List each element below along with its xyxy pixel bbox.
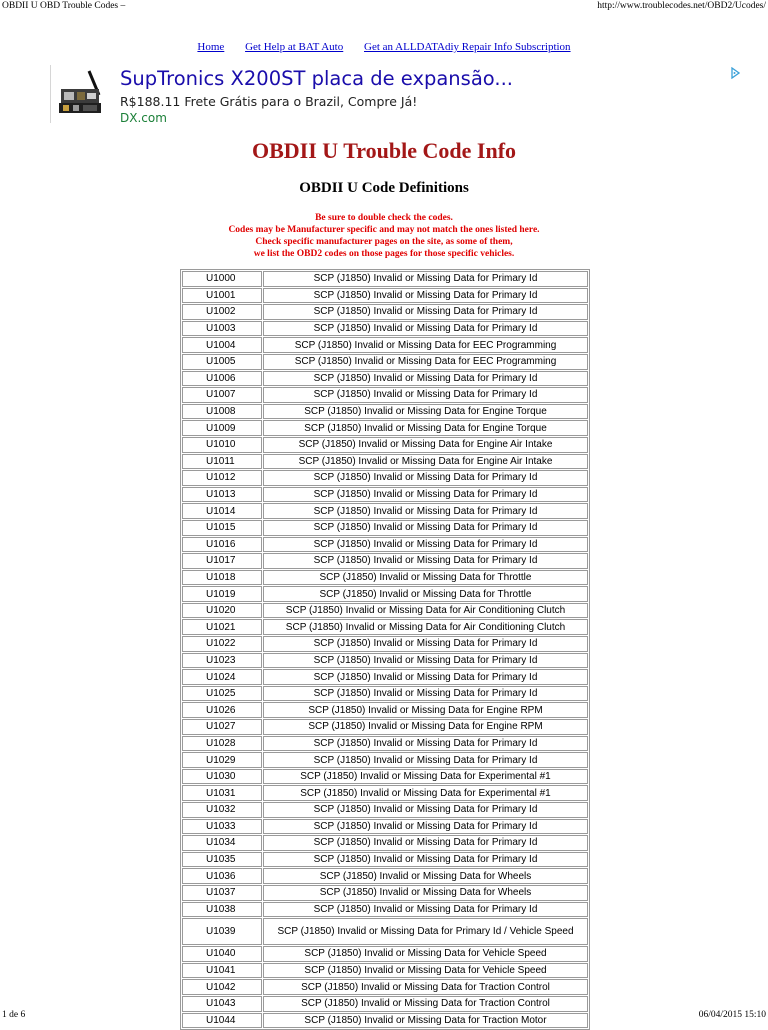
table-row [182, 586, 588, 602]
code-cell: U1007 [182, 387, 262, 403]
table-row [182, 520, 588, 536]
code-cell: U1002 [182, 304, 262, 320]
code-cell: U1001 [182, 288, 262, 304]
table-row [182, 537, 588, 553]
code-cell: U1029 [182, 752, 262, 768]
top-nav [0, 41, 768, 53]
table-row [182, 503, 588, 519]
table-row [182, 946, 588, 962]
code-cell: U1030 [182, 769, 262, 785]
definition-cell: SCP (J1850) Invalid or Missing Data for Primary Id [263, 835, 588, 851]
definition-cell: SCP (J1850) Invalid or Missing Data for Wheels [263, 885, 588, 901]
table-row [182, 321, 588, 337]
code-cell: U1009 [182, 420, 262, 436]
table-row [182, 487, 588, 503]
table-row [182, 979, 588, 995]
definition-cell: SCP (J1850) Invalid or Missing Data for Traction Control [263, 996, 588, 1012]
code-cell: U1025 [182, 686, 262, 702]
code-cell: U1035 [182, 852, 262, 868]
code-cell: U1003 [182, 321, 262, 337]
definition-cell: SCP (J1850) Invalid or Missing Data for Engine Torque [263, 404, 588, 420]
code-cell: U1016 [182, 537, 262, 553]
definition-cell: SCP (J1850) Invalid or Missing Data for Primary Id [263, 271, 588, 287]
table-row [182, 669, 588, 685]
code-cell: U1000 [182, 271, 262, 287]
definition-cell: SCP (J1850) Invalid or Missing Data for Traction Control [263, 979, 588, 995]
section-title: OBDII U Code Definitions [299, 180, 469, 196]
definition-cell: SCP (J1850) Invalid or Missing Data for Experimental #1 [263, 769, 588, 785]
code-cell: U1024 [182, 669, 262, 685]
table-row [182, 603, 588, 619]
table-row [182, 470, 588, 486]
definition-cell: SCP (J1850) Invalid or Missing Data for Engine Air Intake [263, 454, 588, 470]
table-row [182, 271, 588, 287]
ad-description: R$188.11 Frete Grátis para o Brazil, Compre Já! [120, 94, 418, 109]
page-title: OBDII U Trouble Code Info [251, 138, 517, 163]
code-cell: U1026 [182, 702, 262, 718]
definition-cell: SCP (J1850) Invalid or Missing Data for EEC Programming [263, 337, 588, 353]
table-row [182, 802, 588, 818]
code-cell: U1013 [182, 487, 262, 503]
code-cell: U1018 [182, 570, 262, 586]
table-row [182, 885, 588, 901]
table-row [182, 769, 588, 785]
definition-cell: SCP (J1850) Invalid or Missing Data for Engine RPM [263, 719, 588, 735]
table-row [182, 702, 588, 718]
table-row [182, 902, 588, 918]
definition-cell: SCP (J1850) Invalid or Missing Data for Wheels [263, 868, 588, 884]
definition-cell: SCP (J1850) Invalid or Missing Data for Engine RPM [263, 702, 588, 718]
warning-line: we list the OBD2 codes on those pages for those specific vehicles. [253, 249, 515, 259]
definition-cell: SCP (J1850) Invalid or Missing Data for Primary Id [263, 819, 588, 835]
table-row [182, 868, 588, 884]
table-row [182, 918, 588, 945]
definition-cell: SCP (J1850) Invalid or Missing Data for Traction Motor [263, 1013, 588, 1029]
table-row [182, 636, 588, 652]
definition-cell: SCP (J1850) Invalid or Missing Data for Vehicle Speed [263, 963, 588, 979]
code-cell: U1012 [182, 470, 262, 486]
print-page-number: 1 de 6 [2, 1010, 26, 1020]
table-row [182, 963, 588, 979]
definition-cell: SCP (J1850) Invalid or Missing Data for Primary Id [263, 288, 588, 304]
print-header [0, 0, 768, 14]
code-cell: U1028 [182, 736, 262, 752]
ad-thumbnail[interactable] [50, 65, 109, 123]
code-cell: U1038 [182, 902, 262, 918]
code-cell: U1019 [182, 586, 262, 602]
table-row [182, 553, 588, 569]
nav-link-home[interactable]: Home [197, 41, 225, 53]
codes-warning [0, 212, 768, 260]
definition-cell: SCP (J1850) Invalid or Missing Data for Engine Air Intake [263, 437, 588, 453]
codes-table [180, 269, 590, 1030]
code-cell: U1032 [182, 802, 262, 818]
code-cell: U1014 [182, 503, 262, 519]
code-cell: U1021 [182, 619, 262, 635]
table-row [182, 371, 588, 387]
definition-cell: SCP (J1850) Invalid or Missing Data for EEC Programming [263, 354, 588, 370]
table-row [182, 354, 588, 370]
code-cell: U1017 [182, 553, 262, 569]
code-cell: U1039 [182, 918, 262, 945]
code-cell: U1006 [182, 371, 262, 387]
code-cell: U1020 [182, 603, 262, 619]
table-row [182, 454, 588, 470]
definition-cell: SCP (J1850) Invalid or Missing Data for Primary Id [263, 371, 588, 387]
definition-cell: SCP (J1850) Invalid or Missing Data for Primary Id [263, 520, 588, 536]
definition-cell: SCP (J1850) Invalid or Missing Data for Primary Id [263, 902, 588, 918]
code-cell: U1040 [182, 946, 262, 962]
table-row [182, 686, 588, 702]
table-row [182, 785, 588, 801]
code-cell: U1042 [182, 979, 262, 995]
code-cell: U1022 [182, 636, 262, 652]
definition-cell: SCP (J1850) Invalid or Missing Data for Primary Id [263, 852, 588, 868]
definition-cell: SCP (J1850) Invalid or Missing Data for Engine Torque [263, 420, 588, 436]
table-row [182, 752, 588, 768]
definition-cell: SCP (J1850) Invalid or Missing Data for Primary Id [263, 537, 588, 553]
table-row [182, 570, 588, 586]
code-cell: U1010 [182, 437, 262, 453]
definition-cell: SCP (J1850) Invalid or Missing Data for Primary Id [263, 653, 588, 669]
print-page-title: OBDII U OBD Trouble Codes – [2, 1, 126, 11]
definition-cell: SCP (J1850) Invalid or Missing Data for Primary Id [263, 686, 588, 702]
code-cell: U1008 [182, 404, 262, 420]
table-row [182, 404, 588, 420]
table-row [182, 288, 588, 304]
code-cell: U1011 [182, 454, 262, 470]
definition-cell: SCP (J1850) Invalid or Missing Data for Experimental #1 [263, 785, 588, 801]
table-row [182, 852, 588, 868]
table-row [182, 304, 588, 320]
table-row [182, 653, 588, 669]
definition-cell: SCP (J1850) Invalid or Missing Data for Throttle [263, 586, 588, 602]
ad-banner[interactable] [50, 63, 740, 123]
table-row [182, 835, 588, 851]
nav-link-alldatadiy[interactable]: Get an ALLDATAdiy Repair Info Subscription [364, 41, 571, 53]
warning-line: Be sure to double check the codes. [315, 213, 453, 223]
warning-line: Codes may be Manufacturer specific and may not match the ones listed here. [228, 225, 540, 235]
print-page-url: http://www.troublecodes.net/OBD2/Ucodes/ [597, 1, 766, 11]
code-cell: U1041 [182, 963, 262, 979]
table-row [182, 736, 588, 752]
nav-link-bat-auto[interactable]: Get Help at BAT Auto [245, 41, 344, 53]
definition-cell: SCP (J1850) Invalid or Missing Data for Primary Id [263, 553, 588, 569]
code-cell: U1031 [182, 785, 262, 801]
circuit-board-product-image [55, 69, 105, 119]
code-cell: U1043 [182, 996, 262, 1012]
definition-cell: SCP (J1850) Invalid or Missing Data for Primary Id [263, 503, 588, 519]
code-cell: U1027 [182, 719, 262, 735]
definition-cell: SCP (J1850) Invalid or Missing Data for Primary Id [263, 752, 588, 768]
warning-line: Check specific manufacturer pages on the site, as some of them, [255, 237, 513, 247]
print-footer [0, 1010, 768, 1024]
table-row [182, 420, 588, 436]
table-row [182, 437, 588, 453]
code-cell: U1036 [182, 868, 262, 884]
ad-source-link[interactable]: DX.com [120, 111, 167, 123]
adchoices-icon[interactable] [730, 67, 740, 79]
code-cell: U1004 [182, 337, 262, 353]
code-cell: U1034 [182, 835, 262, 851]
table-row [182, 819, 588, 835]
definition-cell: SCP (J1850) Invalid or Missing Data for Primary Id [263, 802, 588, 818]
definition-cell: SCP (J1850) Invalid or Missing Data for Throttle [263, 570, 588, 586]
code-cell: U1005 [182, 354, 262, 370]
definition-cell: SCP (J1850) Invalid or Missing Data for Primary Id [263, 387, 588, 403]
ad-title-link[interactable]: SupTronics X200ST placa de expansão... [120, 67, 513, 90]
definition-cell: SCP (J1850) Invalid or Missing Data for Primary Id [263, 321, 588, 337]
table-row [182, 719, 588, 735]
definition-cell: SCP (J1850) Invalid or Missing Data for Vehicle Speed [263, 946, 588, 962]
code-cell: U1033 [182, 819, 262, 835]
definition-cell: SCP (J1850) Invalid or Missing Data for Primary Id [263, 636, 588, 652]
definition-cell: SCP (J1850) Invalid or Missing Data for Primary Id [263, 304, 588, 320]
definition-cell: SCP (J1850) Invalid or Missing Data for Primary Id [263, 669, 588, 685]
code-cell: U1015 [182, 520, 262, 536]
definition-cell: SCP (J1850) Invalid or Missing Data for Primary Id [263, 487, 588, 503]
table-row [182, 619, 588, 635]
code-cell: U1044 [182, 1013, 262, 1029]
code-cell: U1037 [182, 885, 262, 901]
table-row [182, 387, 588, 403]
definition-cell: SCP (J1850) Invalid or Missing Data for Air Conditioning Clutch [263, 603, 588, 619]
definition-cell: SCP (J1850) Invalid or Missing Data for Air Conditioning Clutch [263, 619, 588, 635]
definition-cell: SCP (J1850) Invalid or Missing Data for Primary Id [263, 470, 588, 486]
table-row [182, 337, 588, 353]
definition-cell: SCP (J1850) Invalid or Missing Data for Primary Id / Vehicle Speed [263, 918, 588, 945]
code-cell: U1023 [182, 653, 262, 669]
definition-cell: SCP (J1850) Invalid or Missing Data for Primary Id [263, 736, 588, 752]
print-date: 06/04/2015 15:10 [698, 1010, 766, 1020]
